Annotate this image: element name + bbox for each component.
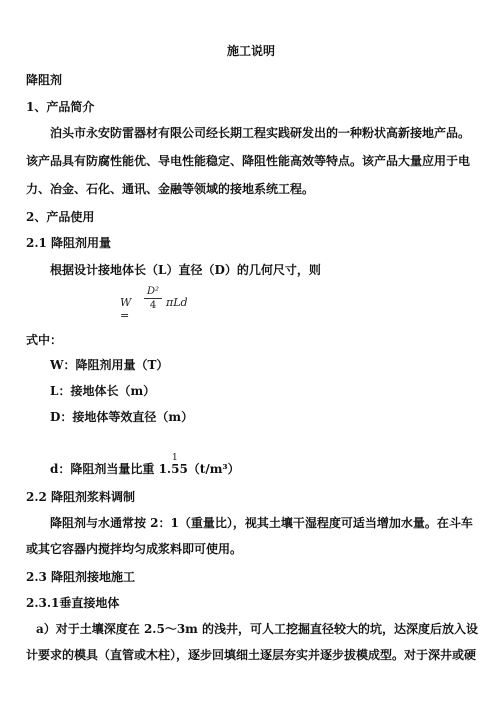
paragraph-line: 或其它容器内搅拌均匀成浆料即可使用。: [26, 542, 243, 556]
overlay-fraction-digit: 1: [172, 453, 178, 463]
formula-numerator: D²: [146, 286, 160, 297]
heading-2-3-1: 2.3.1垂直接地体: [26, 596, 120, 610]
definition-line: D：接地体等效直径（m）: [50, 410, 194, 424]
fraction-bar: [144, 298, 162, 299]
paragraph-line: 根据设计接地体长（L）直径（D）的几何尺寸，则: [50, 263, 321, 277]
section-heading: 降阻剂: [26, 73, 63, 87]
definition-line: W：降阻剂用量（T）: [50, 358, 169, 372]
heading-2-3: 2.3 降阻剂接地施工: [26, 570, 136, 584]
heading-1: 1、产品简介: [26, 100, 95, 114]
paragraph-line: 力、冶金、石化、通讯、金融等领域的接地系统工程。: [26, 182, 315, 196]
paragraph-line: 泊头市永安防雷器材有限公司经长期工程实践研发出的一种粉状高新接地产品。: [50, 126, 471, 140]
heading-2-1: 2.1 降阻剂用量: [26, 236, 112, 250]
paragraph-line: a）对于土壤深度在 2.5～3m 的浅井，可人工挖掘直径较大的坑，达深度后放入设: [36, 622, 479, 636]
definition-line: d：降阻剂当量比重 1.55（t/m³）: [50, 462, 240, 476]
formula-fraction: [142, 286, 164, 311]
formula-rhs: πLd: [166, 296, 188, 309]
paragraph-line: 计要求的模具（直管或木柱），逐步回填细土逐层夯实并逐步拔模成型。对于深井或硬: [26, 648, 477, 662]
definition-line: L：接地体长（m）: [50, 384, 156, 398]
formula-lhs: W =: [120, 296, 132, 322]
formula-denominator: 4: [149, 300, 157, 311]
heading-2-2: 2.2 降阻剂浆料调制: [26, 490, 136, 504]
paragraph-line: 该产品具有防腐性能优、导电性能稳定、降阻性能高效等特点。该产品大量应用于电: [26, 154, 471, 168]
formula-label: 式中：: [26, 333, 63, 347]
heading-2: 2、产品使用: [26, 210, 95, 224]
page-title: 施工说明: [226, 44, 275, 58]
paragraph-line: 降阻剂与水通常按 2：1（重量比），视其土壤干湿程度可适当增加水量。在斗车: [50, 516, 473, 530]
